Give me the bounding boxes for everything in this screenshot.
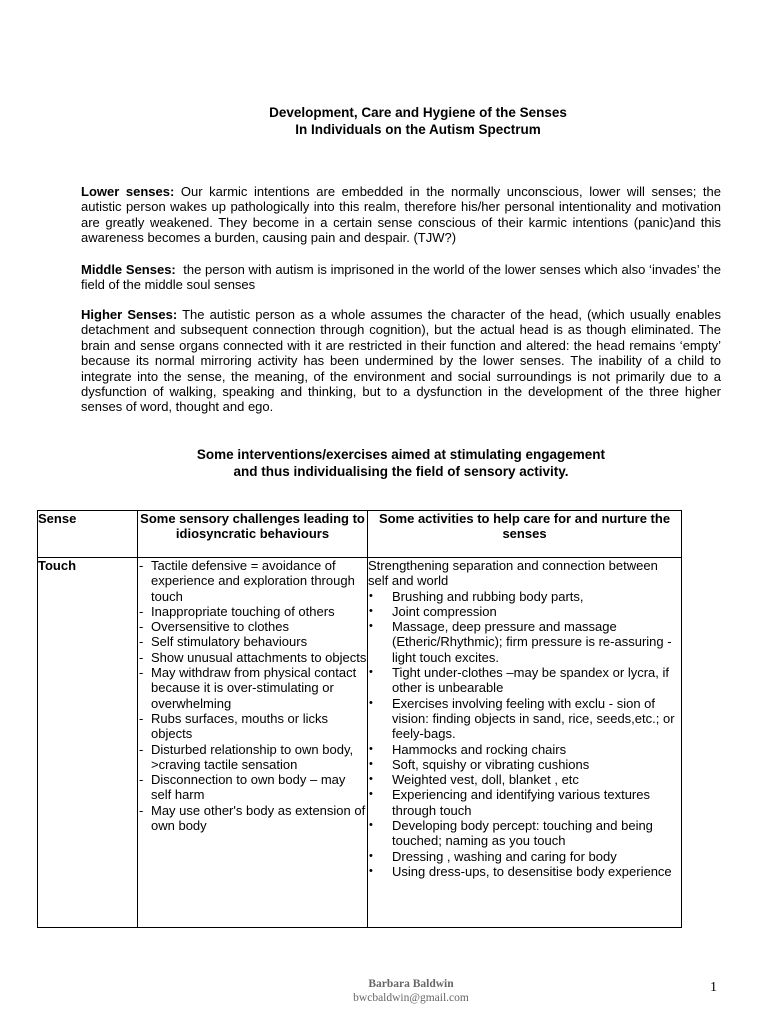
challenges-cell [138,558,368,928]
section-subtitle [0,446,768,480]
table-header-row [38,511,682,558]
challenge-item: - Rubs surfaces, mouths or licks objects [138,711,367,742]
header-activities: Some activities to help care for and nurture the senses [368,511,682,558]
title-line-2: In Individuals on the Autism Spectrum [295,122,541,137]
sense-name-cell: Touch [38,558,138,928]
footer-email: bwcbaldwin@gmail.com [353,992,469,1004]
challenge-item: - Disconnection to own body – may self harm [138,772,367,803]
challenges-list [138,558,367,833]
middle-senses-label: Middle Senses: [81,262,176,277]
activity-item: • Brushing and rubbing body parts, [368,589,681,604]
lower-senses-label: Lower senses: [81,184,175,199]
page-number: 1 [710,980,717,995]
middle-senses-text: the person with autism is imprisoned in the world of the lower senses which also ‘invades’ the field of the middle soul senses [81,262,721,293]
middle-senses-paragraph [81,262,721,293]
challenge-item: - May withdraw from physical contact because it is over-stimulating or overwhelming [138,665,367,711]
activities-intro: Strengthening separation and connection between self and world [368,558,658,589]
higher-senses-paragraph [81,307,721,415]
footer [0,977,768,1005]
activity-item: • Joint compression [368,604,681,619]
activity-item: • Weighted vest, doll, blanket , etc [368,772,681,787]
higher-senses-text: The autistic person as a whole assumes the character of the head, (which usually enables detachment and subsequent connection through cognition), but the actual head is as though eliminated. The brain and sense organs connected with it are restricted in their function and altered: the head remains ‘empty’ because its normal mirroring activity has been undermined by the lower senses. The inability of a child to integrate into the sense, the meaning, of the environment and social surroundings is not primarily due to a dysfunction of walking, speaking and thinking, but to a dysfunction in the development of the three higher senses of word, thought and ego. [81,307,721,415]
lower-senses-paragraph [81,184,721,246]
challenge-item: - May use other's body as extension of own body [138,803,367,834]
activity-item: • Dressing , washing and caring for body [368,849,681,864]
activity-item: • Soft, squishy or vibrating cushions [368,757,681,772]
activities-list [368,589,681,880]
challenge-item: - Tactile defensive = avoidance of experience and exploration through touch [138,558,367,604]
activity-item: • Tight under-clothes –may be spandex or lycra, if other is unbearable [368,665,681,696]
higher-senses-label: Higher Senses: [81,307,178,322]
footer-author: Barbara Baldwin [368,978,454,990]
subtitle-line-1: Some interventions/exercises aimed at stimulating engagement [196,447,606,462]
activity-item: • Hammocks and rocking chairs [368,742,681,757]
document-title [0,104,768,138]
senses-table [37,510,682,928]
header-sense: Sense [38,511,138,558]
activity-item: • Massage, deep pressure and massage (Etheric/Rhythmic); firm pressure is re-assuring - light touch excites. [368,619,681,665]
challenge-item: - Oversensitive to clothes [138,619,367,634]
activity-item: • Developing body percept: touching and being touched; naming as you touch [368,818,681,849]
activity-item: • Experiencing and identifying various textures through touch [368,787,681,818]
challenge-item: - Inappropriate touching of others [138,604,367,619]
challenge-item: - Disturbed relationship to own body, >craving tactile sensation [138,742,367,773]
challenge-item: - Show unusual attachments to objects [138,650,367,665]
activity-item: • Using dress-ups, to desensitise body experience [368,864,681,879]
subtitle-line-2: and thus individualising the field of sensory activity. [233,464,569,479]
activities-cell [368,558,682,928]
lower-senses-text: Our karmic intentions are embedded in the normally unconscious, lower will senses; the autistic person wakes up pathologically into this realm, therefore his/her personal intentionality and motivation are greatly weakened. They become in a certain sense conscious of their karmic intentions (panic)and this awareness becomes a burden, causing pain and despair. (TJW?) [81,184,721,246]
header-challenges: Some sensory challenges leading to idiosyncratic behaviours [138,511,368,558]
challenge-item: - Self stimulatory behaviours [138,634,367,649]
activity-item: • Exercises involving feeling with exclu - sion of vision: finding objects in sand, rice, seeds,etc.; or feely-bags. [368,696,681,742]
table-row [38,558,682,928]
title-line-1: Development, Care and Hygiene of the Senses [269,105,567,120]
